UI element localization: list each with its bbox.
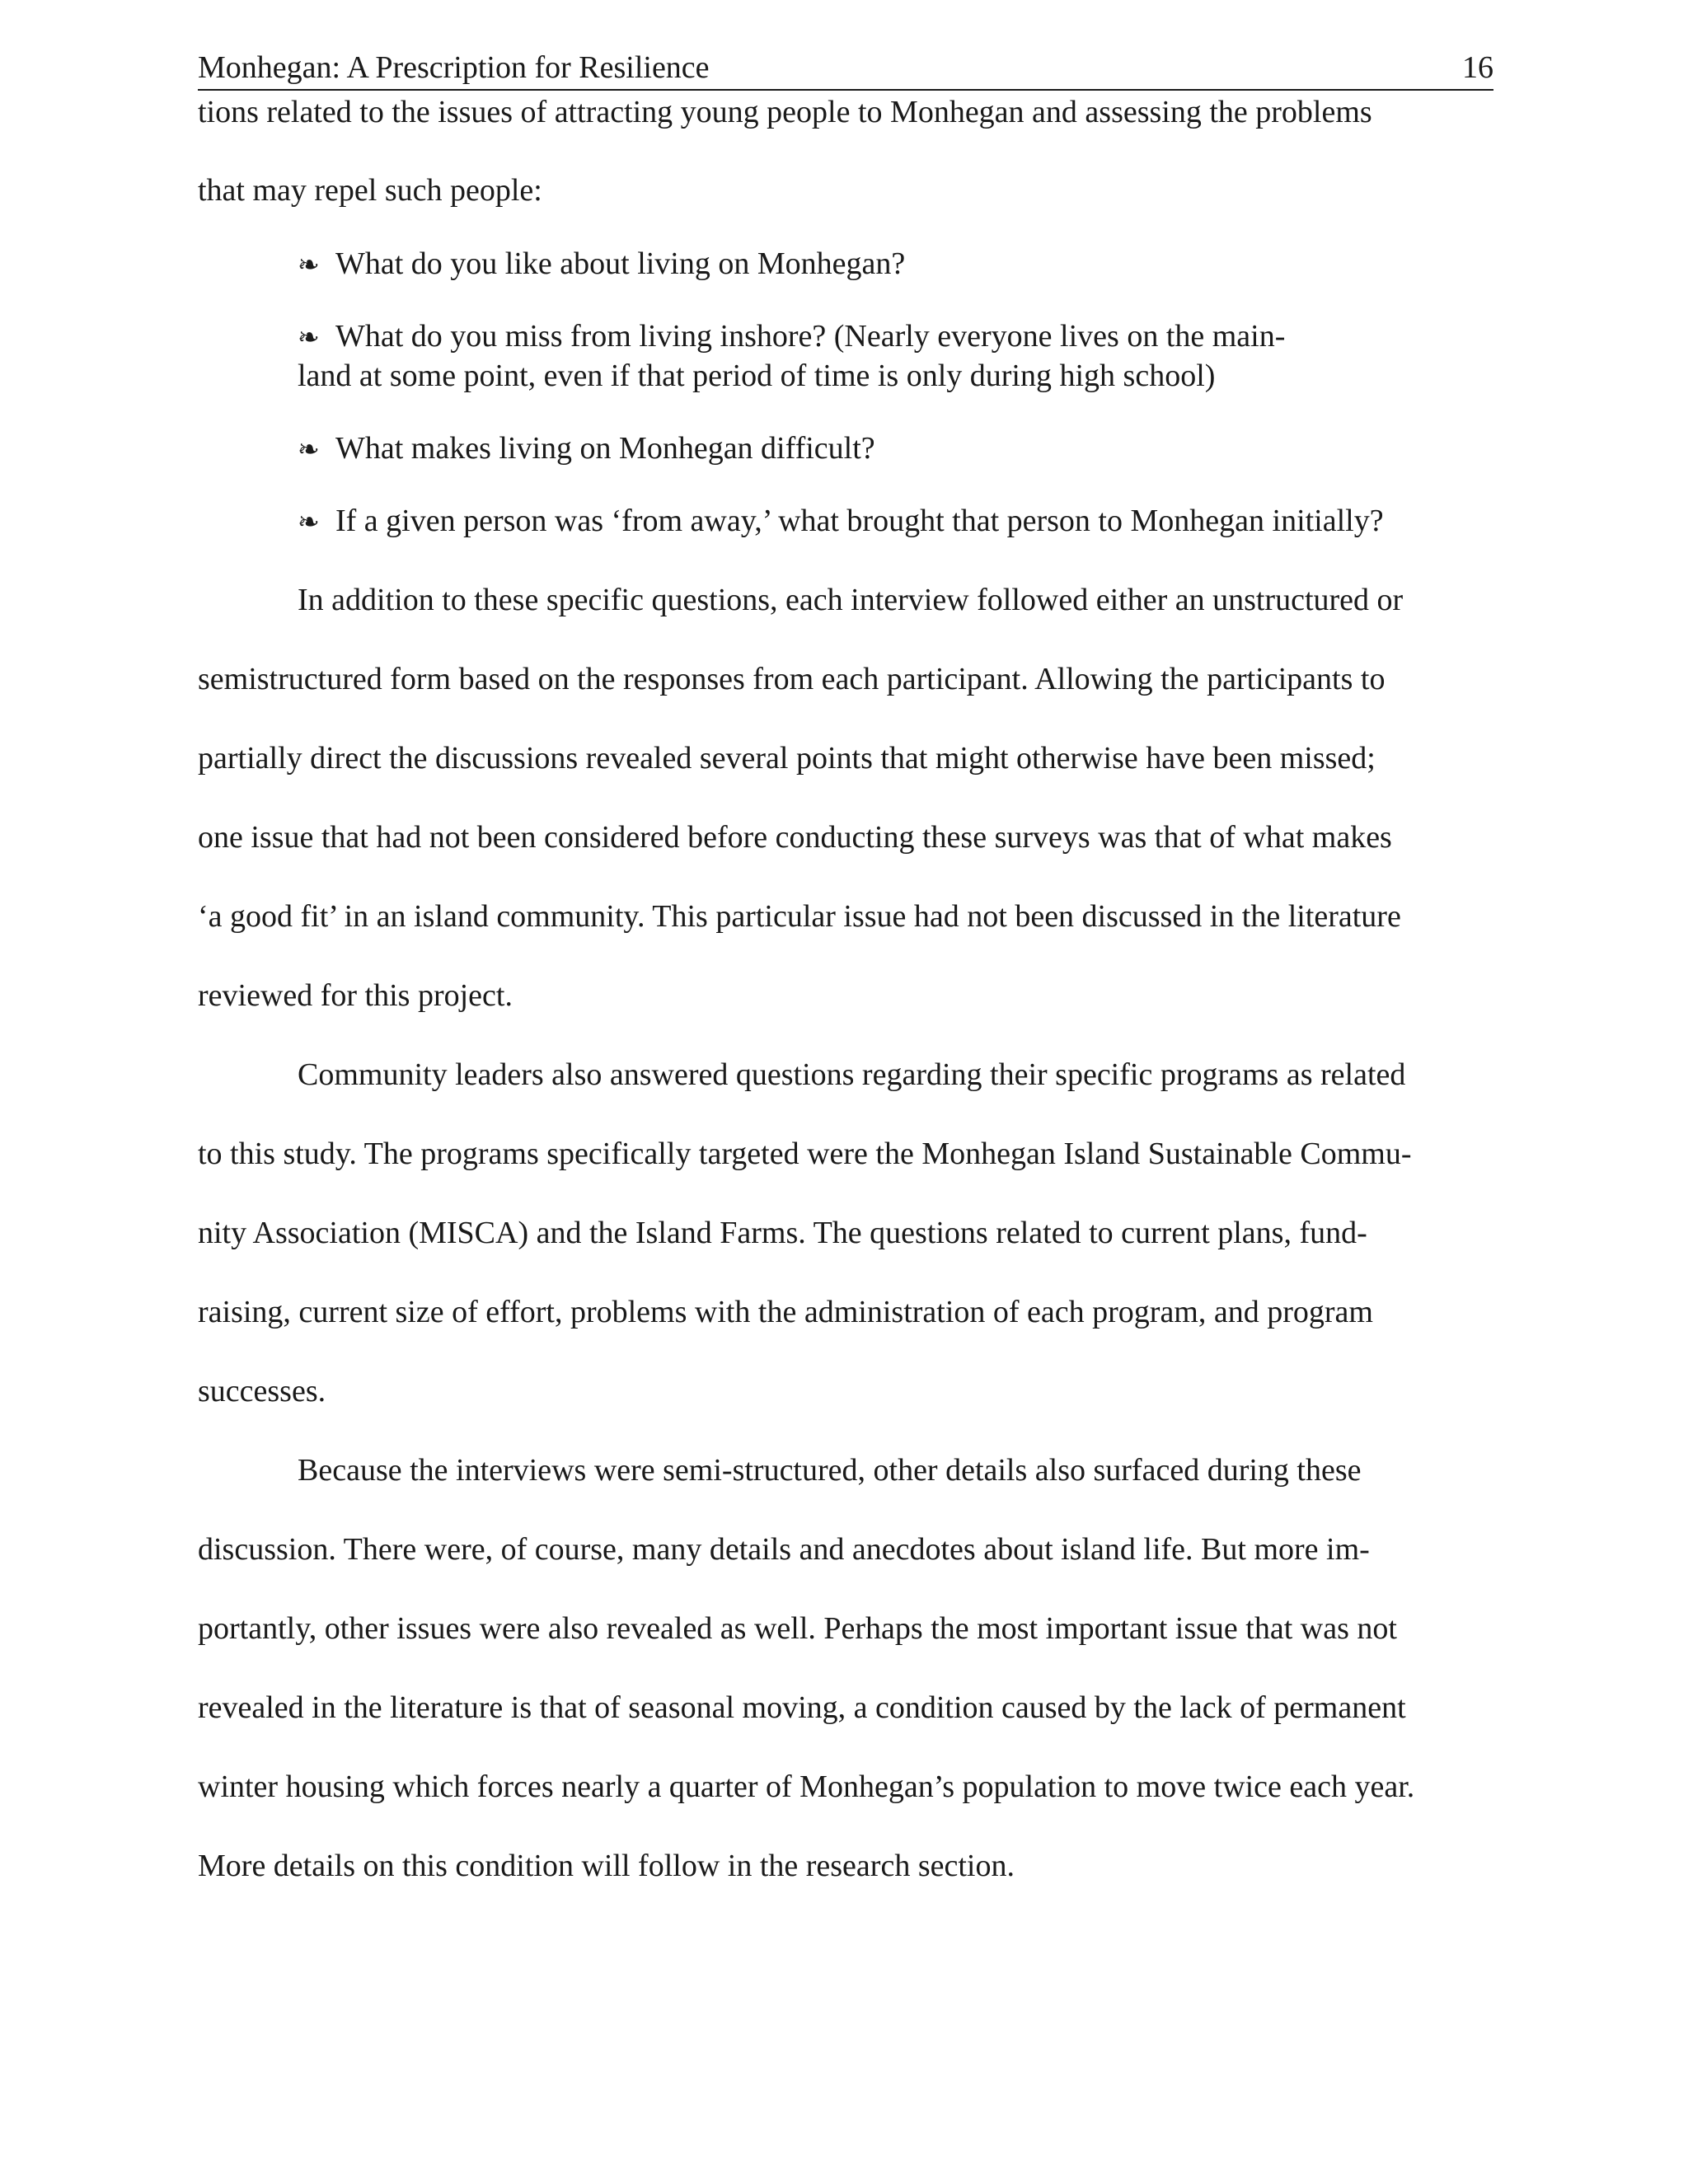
- question-text: If a given person was ‘from away,’ what brought that person to Monhegan initially?: [335, 504, 1384, 538]
- paragraph-line: one issue that had not been considered before conducting these surveys was that of what makes: [198, 820, 1392, 855]
- paragraph-line: raising, current size of effort, problems with the administration of each program, and program: [198, 1295, 1373, 1329]
- fleuron-bullet-icon: ❧: [298, 249, 320, 280]
- question-item: [298, 430, 875, 467]
- running-header: [198, 46, 1493, 91]
- question-text: What do you miss from living inshore? (Nearly everyone lives on the main-: [335, 319, 1286, 354]
- paragraph-line: discussion. There were, of course, many details and anecdotes about island life. But more im-: [198, 1532, 1370, 1567]
- paragraph-line: In addition to these specific questions, each interview followed either an unstructured or: [298, 583, 1404, 617]
- paragraph-line: More details on this condition will follow in the research section.: [198, 1849, 1015, 1883]
- paragraph-line: winter housing which forces nearly a quarter of Monhegan’s population to move twice each year.: [198, 1769, 1415, 1804]
- paragraph-line: portantly, other issues were also revealed as well. Perhaps the most important issue that was not: [198, 1611, 1397, 1646]
- fleuron-bullet-icon: ❧: [298, 321, 320, 353]
- paragraph-line: nity Association (MISCA) and the Island Farms. The questions related to current plans, fund-: [198, 1216, 1367, 1250]
- paragraph-line: ‘a good fit’ in an island community. This particular issue had not been discussed in the literature: [198, 899, 1401, 934]
- intro-line: tions related to the issues of attracting young people to Monhegan and assessing the problems: [198, 95, 1372, 129]
- paragraph-line: semistructured form based on the responses from each participant. Allowing the participants to: [198, 662, 1386, 696]
- question-item: [298, 503, 1384, 540]
- paragraph-line: reviewed for this project.: [198, 978, 513, 1013]
- paragraph-line: Community leaders also answered questions regarding their specific programs as related: [298, 1057, 1406, 1092]
- paragraph-line: revealed in the literature is that of seasonal moving, a condition caused by the lack of permanent: [198, 1690, 1406, 1725]
- question-item: [298, 246, 905, 283]
- question-continuation: land at some point, even if that period of time is only during high school): [298, 359, 1216, 393]
- page-number: 16: [1462, 50, 1493, 85]
- intro-line: that may repel such people:: [198, 173, 542, 208]
- paragraph-line: to this study. The programs specifically targeted were the Monhegan Island Sustainable Commu-: [198, 1137, 1412, 1171]
- question-text: What makes living on Monhegan difficult?: [335, 431, 875, 466]
- paragraph-line: successes.: [198, 1374, 326, 1408]
- question-text: What do you like about living on Monhegan?: [335, 246, 906, 281]
- question-item: [298, 318, 1285, 355]
- header-title: Monhegan: A Prescription for Resilience: [198, 50, 710, 85]
- paragraph-line: partially direct the discussions revealed several points that might otherwise have been missed;: [198, 741, 1376, 776]
- fleuron-bullet-icon: ❧: [298, 434, 320, 465]
- fleuron-bullet-icon: ❧: [298, 506, 320, 537]
- paragraph-line: Because the interviews were semi-structured, other details also surfaced during these: [298, 1453, 1362, 1488]
